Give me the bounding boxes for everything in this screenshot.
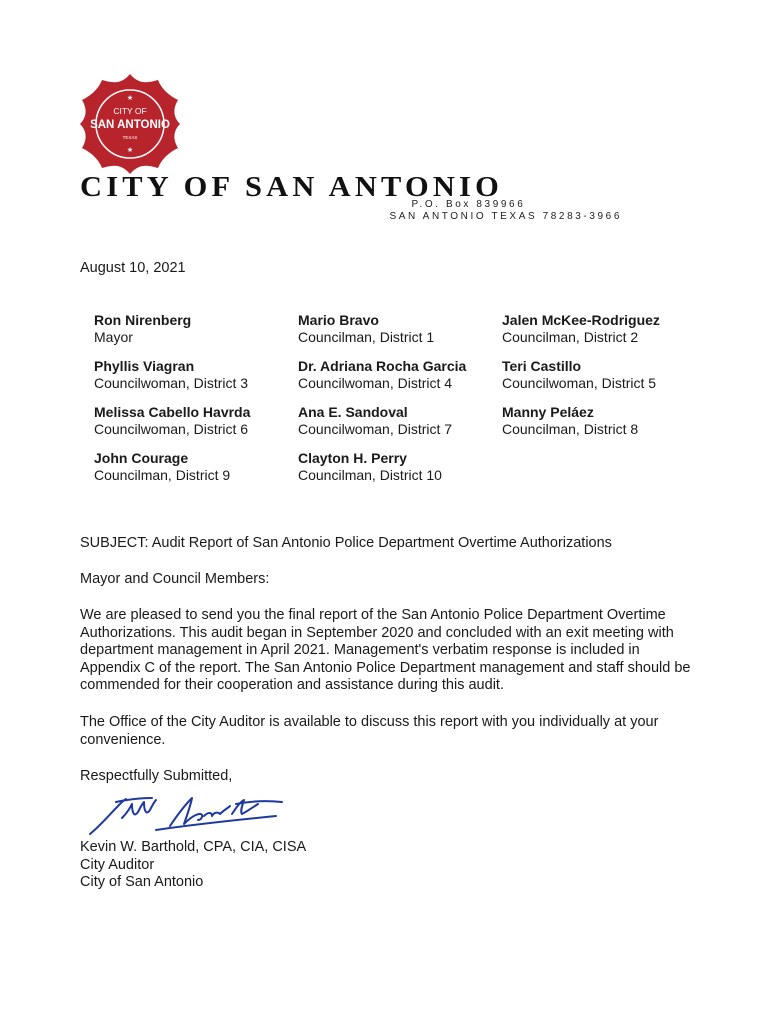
seal-line2: SAN ANTONIO	[90, 119, 170, 131]
recipient	[94, 312, 298, 358]
recipient-row	[94, 358, 714, 404]
recipient-title: Councilwoman, District 5	[502, 375, 657, 391]
recipient	[298, 404, 502, 450]
recipient	[502, 312, 706, 358]
recipient	[502, 358, 706, 404]
recipient-row	[94, 404, 714, 450]
city-seal-logo	[78, 72, 182, 176]
recipient-name: Ana E. Sandoval	[298, 404, 408, 420]
seal-top-star: ★	[126, 94, 134, 102]
recipient	[94, 404, 298, 450]
body-paragraph-1: We are pleased to send you the final report of the San Antonio Police Department Overtime Authorizations. This audit began in September 2020 and concluded with an exit meeting with department management in April 2021. Management's verbatim response is included in Appendix C of the report. The San Antonio Police Department management and staff should be commended for their cooperation and assistance during this audit.	[80, 607, 691, 693]
recipient-list	[94, 312, 714, 496]
signature-strokes	[90, 798, 282, 834]
recipient-title: Councilwoman, District 6	[94, 421, 249, 437]
recipient-name: Ron Nirenberg	[94, 312, 192, 328]
recipient-title: Councilman, District 1	[298, 329, 435, 345]
subject-line: SUBJECT: Audit Report of San Antonio Police Department Overtime Authorizations	[80, 535, 612, 551]
recipient-row	[94, 312, 714, 358]
recipient	[94, 450, 298, 496]
recipient-title: Councilman, District 8	[502, 421, 639, 437]
signer-title: City Auditor	[80, 856, 155, 873]
recipient-title: Councilwoman, District 3	[94, 375, 249, 391]
signer-org: City of San Antonio	[80, 874, 204, 890]
recipient-name: Teri Castillo	[502, 358, 582, 374]
recipient-title: Councilman, District 2	[502, 329, 639, 345]
handwritten-signature	[86, 790, 286, 840]
signer-name: Kevin W. Barthold, CPA, CIA, CISA	[80, 839, 307, 855]
recipient-title: Councilman, District 10	[298, 467, 442, 483]
recipient	[298, 358, 502, 404]
salutation: Mayor and Council Members:	[80, 571, 270, 587]
recipient-name: Dr. Adriana Rocha Garcia	[298, 358, 467, 374]
recipient	[502, 404, 706, 450]
recipient	[298, 312, 502, 358]
closing: Respectfully Submitted,	[80, 768, 233, 784]
recipient-name: Manny Peláez	[502, 404, 594, 420]
recipient-name: Mario Bravo	[298, 312, 379, 328]
address-city-zip: SAN ANTONIO TEXAS 78283-3966	[389, 211, 622, 222]
recipient-name: Phyllis Viagran	[94, 358, 195, 374]
address-po-box: P.O. Box 839966	[411, 199, 526, 210]
letterhead-title: CITY OF SAN ANTONIO	[80, 171, 504, 203]
recipient	[94, 358, 298, 404]
letterhead-address	[389, 199, 622, 223]
signer-block	[80, 839, 306, 892]
body-paragraph-2: The Office of the City Auditor is available to discuss this report with you individually at your convenience.	[80, 714, 659, 748]
recipient-title: Councilman, District 9	[94, 467, 231, 483]
seal-line1: CITY OF	[113, 106, 147, 116]
recipient-name: Melissa Cabello Havrda	[94, 404, 251, 420]
recipient-name: Clayton H. Perry	[298, 450, 407, 466]
recipient-name: John Courage	[94, 450, 189, 466]
recipient-title: Councilwoman, District 4	[298, 375, 453, 391]
recipient-title: Councilwoman, District 7	[298, 421, 453, 437]
recipient-name: Jalen McKee-Rodriguez	[502, 312, 660, 328]
letter-date: August 10, 2021	[80, 260, 186, 276]
seal-line3: TEXAS	[122, 135, 138, 140]
seal-bottom-star: ★	[126, 146, 134, 154]
recipient-title: Mayor	[94, 329, 133, 345]
recipient	[298, 450, 502, 496]
recipient-row	[94, 450, 714, 496]
